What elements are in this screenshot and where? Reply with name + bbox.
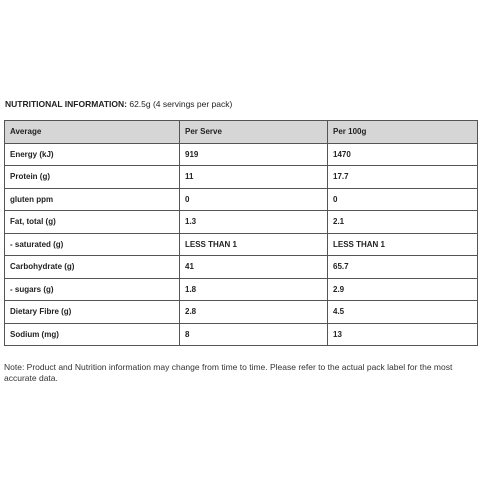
nutrient-name: Energy (kJ) <box>5 143 180 166</box>
table-row <box>5 166 478 189</box>
nutrition-heading <box>5 98 232 110</box>
per-serve-value: 8 <box>180 323 328 346</box>
table-row <box>5 143 478 166</box>
header-average: Average <box>5 121 180 144</box>
table-header <box>5 121 478 144</box>
table-body <box>5 143 478 346</box>
nutrient-name: Carbohydrate (g) <box>5 256 180 279</box>
per-serve-value: 1.8 <box>180 278 328 301</box>
per-serve-value: 0 <box>180 188 328 211</box>
per-serve-value: 1.3 <box>180 211 328 234</box>
per-serve-value: 41 <box>180 256 328 279</box>
table-row <box>5 188 478 211</box>
per-100g-value: 0 <box>328 188 478 211</box>
heading-label: NUTRITIONAL INFORMATION: <box>5 99 127 109</box>
per-serve-value: 919 <box>180 143 328 166</box>
nutrient-name: - sugars (g) <box>5 278 180 301</box>
table-row <box>5 256 478 279</box>
table-row <box>5 301 478 324</box>
header-per-serve: Per Serve <box>180 121 328 144</box>
disclaimer-note: Note: Product and Nutrition information may change from time to time. Please refer to the actual pack label for the most accurate data. <box>4 362 453 383</box>
per-serve-value: 2.8 <box>180 301 328 324</box>
per-100g-value: 4.5 <box>328 301 478 324</box>
nutrient-name: Dietary Fibre (g) <box>5 301 180 324</box>
per-serve-value: 11 <box>180 166 328 189</box>
nutrient-name: - saturated (g) <box>5 233 180 256</box>
nutrient-name: gluten ppm <box>5 188 180 211</box>
nutrient-name: Sodium (mg) <box>5 323 180 346</box>
table-row <box>5 211 478 234</box>
serving-info: 62.5g (4 servings per pack) <box>126 99 233 109</box>
per-100g-value: LESS THAN 1 <box>328 233 478 256</box>
per-100g-value: 13 <box>328 323 478 346</box>
per-100g-value: 17.7 <box>328 166 478 189</box>
header-per-100g: Per 100g <box>328 121 478 144</box>
table-row <box>5 323 478 346</box>
nutrient-name: Protein (g) <box>5 166 180 189</box>
table-row <box>5 233 478 256</box>
header-row <box>5 121 478 144</box>
table-row <box>5 278 478 301</box>
per-100g-value: 65.7 <box>328 256 478 279</box>
per-100g-value: 2.9 <box>328 278 478 301</box>
per-100g-value: 2.1 <box>328 211 478 234</box>
per-100g-value: 1470 <box>328 143 478 166</box>
nutrient-name: Fat, total (g) <box>5 211 180 234</box>
nutrition-table <box>4 120 478 346</box>
per-serve-value: LESS THAN 1 <box>180 233 328 256</box>
